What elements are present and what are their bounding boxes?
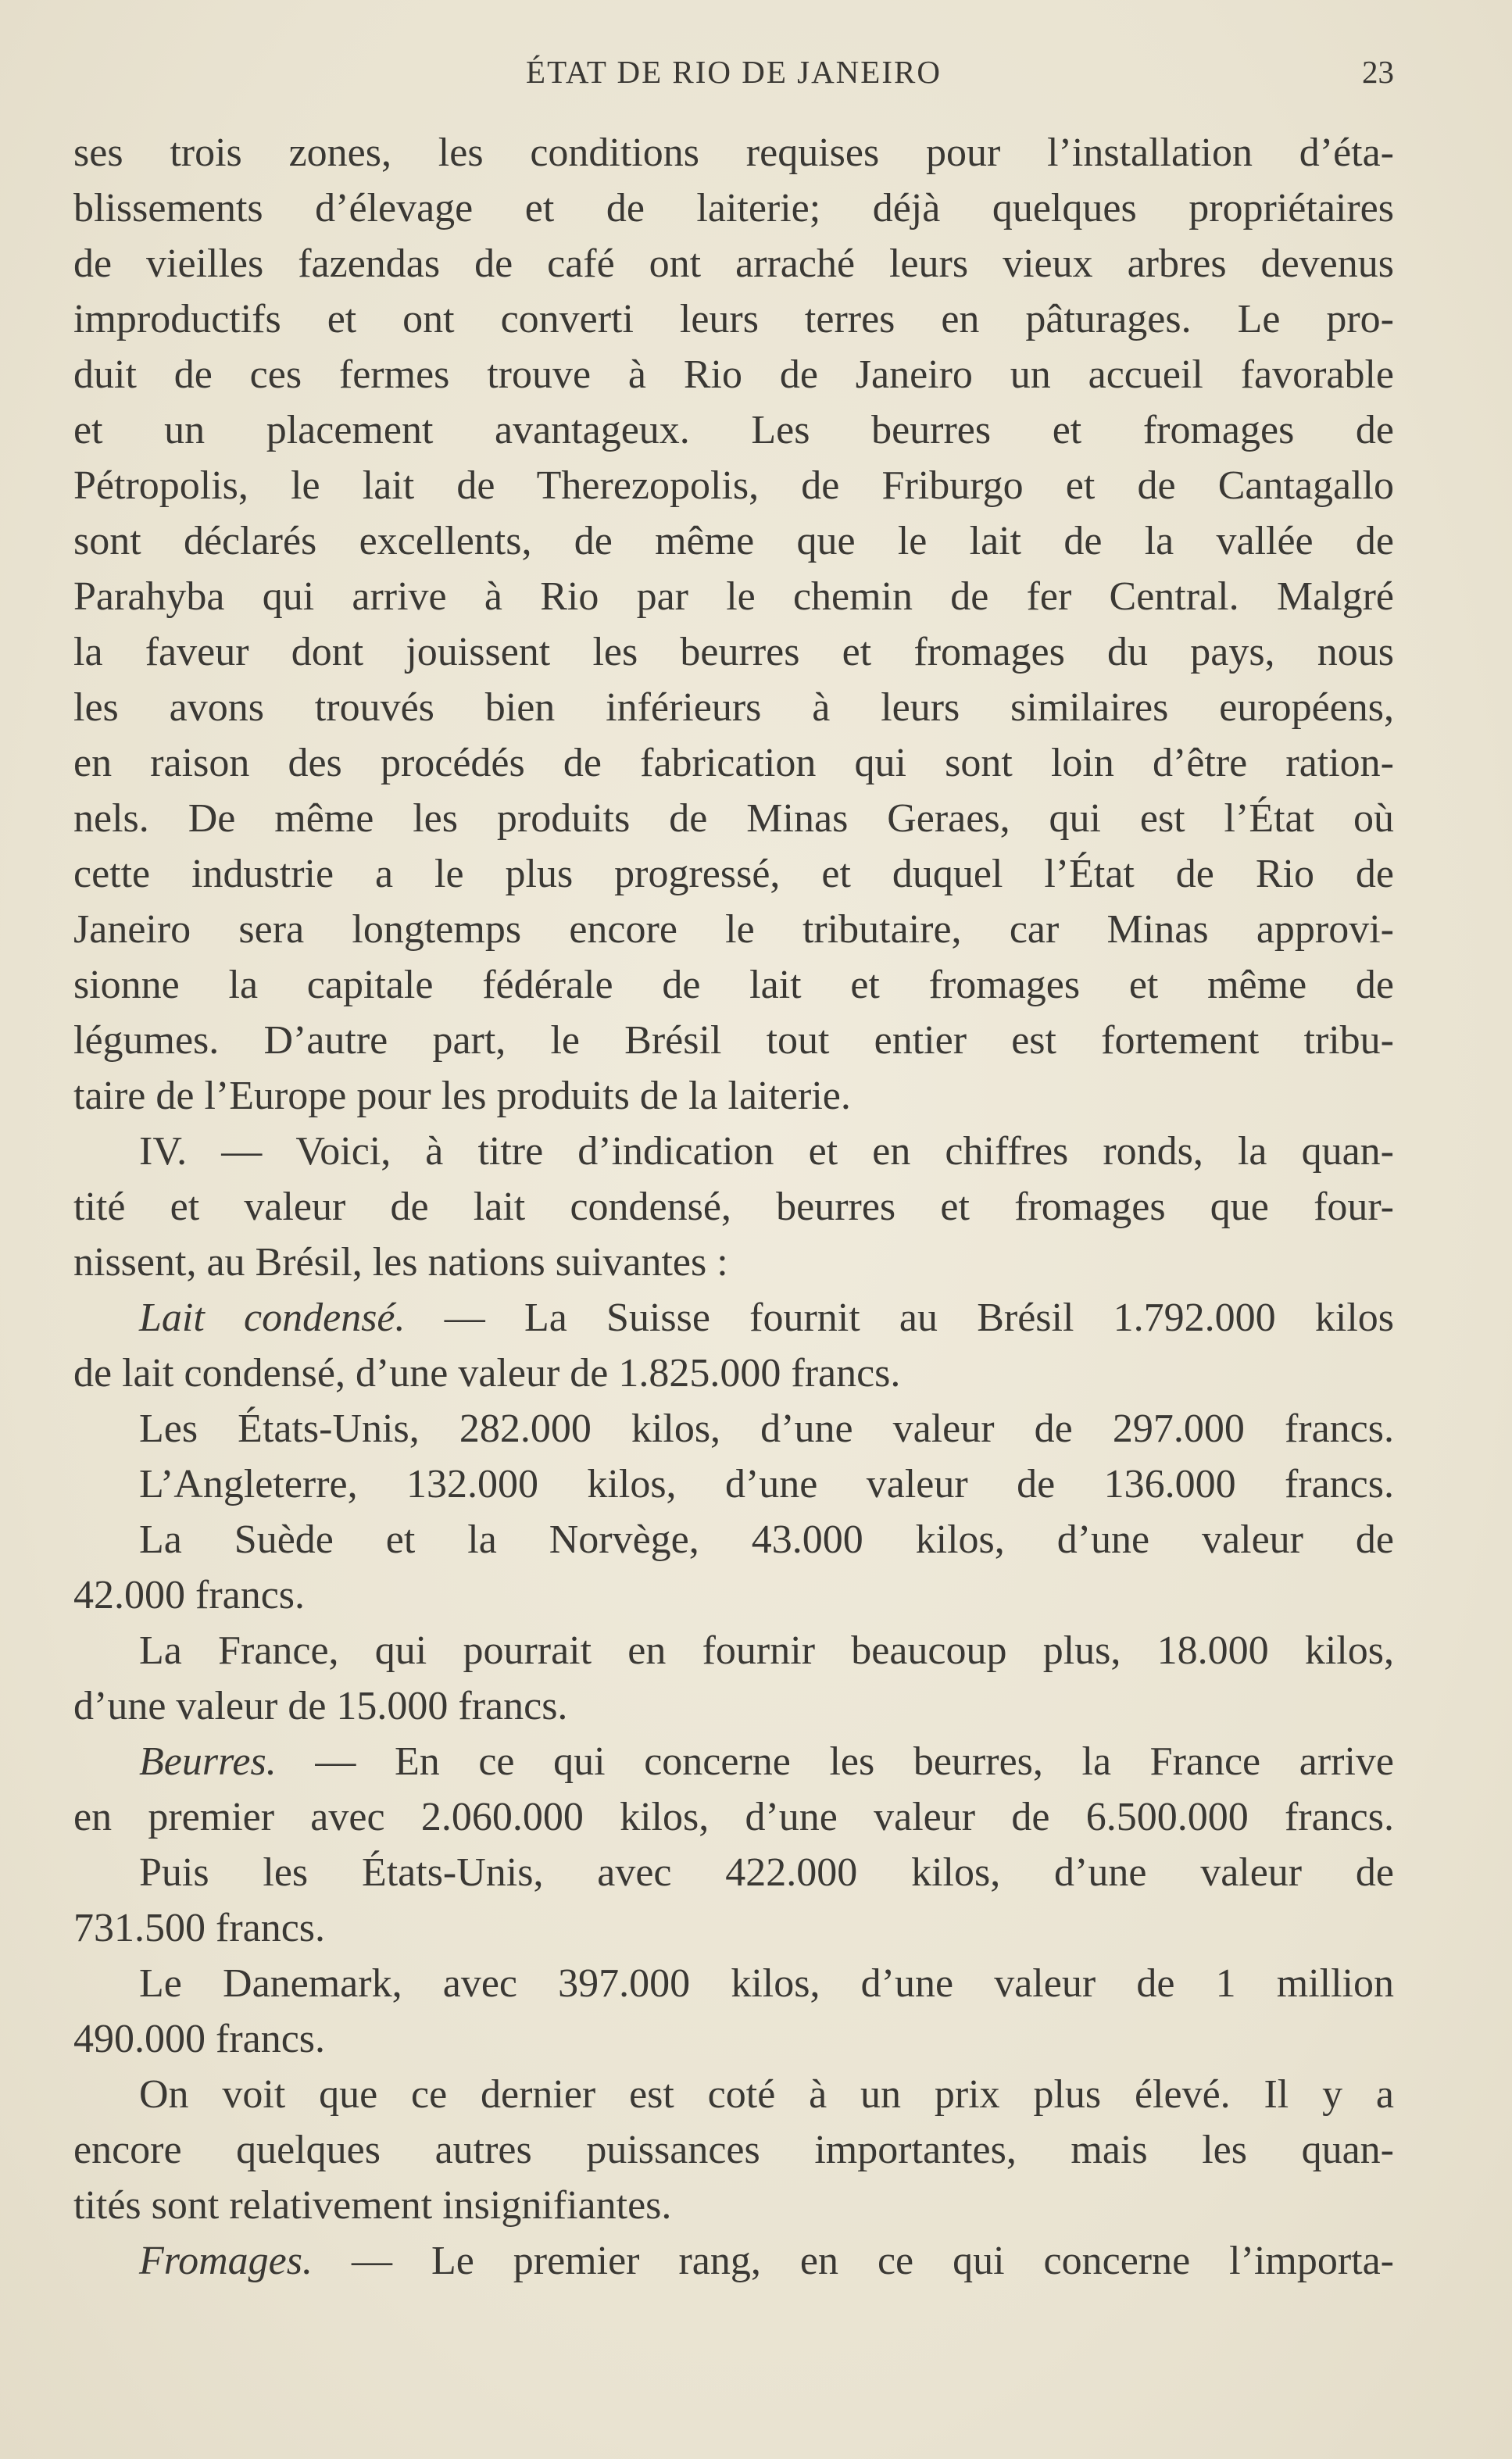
text-line: d’une valeur de 15.000 francs.: [73, 1684, 568, 1728]
text-fragment: — Le premier rang, en ce qui concerne l’importa-: [351, 2239, 1394, 2283]
text-line: Puis les États-Unis, avec 422.000 kilos, d’une valeur de: [139, 1850, 1394, 1895]
text-line: La France, qui pourrait en fournir beaucoup plus, 18.000 kilos,: [139, 1628, 1394, 1673]
text-fragment: — En ce qui concerne les beurres, la France arrive: [315, 1739, 1394, 1784]
text-line: nissent, au Brésil, les nations suivantes :: [73, 1240, 728, 1285]
text-line: improductifs et ont converti leurs terres en pâturages. Le pro-: [73, 297, 1394, 341]
italic-heading: Lait condensé.: [139, 1296, 406, 1340]
text-line: ses trois zones, les conditions requises pour l’installation d’éta-: [73, 130, 1394, 175]
text-line: en raison des procédés de fabrication qui sont loin d’être ration-: [73, 741, 1394, 785]
italic-heading: Fromages.: [139, 2239, 313, 2283]
body-text: [73, 125, 1394, 2289]
text-line: IV. — Voici, à titre d’indication et en chiffres ronds, la quan-: [139, 1129, 1394, 1174]
text-line: 42.000 francs.: [73, 1573, 306, 1617]
text-line: sionne la capitale fédérale de lait et fromages et même de: [73, 963, 1394, 1007]
text-line: tités sont relativement insignifiantes.: [73, 2183, 672, 2228]
text-line: taire de l’Europe pour les produits de la laiterie.: [73, 1074, 851, 1118]
text-line: Le Danemark, avec 397.000 kilos, d’une valeur de 1 million: [139, 1961, 1394, 2006]
text-line: sont déclarés excellents, de même que le lait de la vallée de: [73, 519, 1394, 563]
text-line: blissements d’élevage et de laiterie; déjà quelques propriétaires: [73, 186, 1394, 231]
text-line: On voit que ce dernier est coté à un prix plus élevé. Il y a: [139, 2072, 1394, 2117]
text-line: en premier avec 2.060.000 kilos, d’une valeur de 6.500.000 francs.: [73, 1795, 1394, 1839]
running-header: [73, 48, 1394, 95]
text-line: cette industrie a le plus progressé, et duquel l’État de Rio de: [73, 852, 1394, 896]
text-line: [73, 1734, 1394, 1789]
text-fragment: — La Suisse fournit au Brésil 1.792.000 kilos: [444, 1296, 1394, 1340]
text-line: L’Angleterre, 132.000 kilos, d’une valeur de 136.000 francs.: [139, 1462, 1394, 1506]
text-line: encore quelques autres puissances importantes, mais les quan-: [73, 2128, 1394, 2172]
text-line: la faveur dont jouissent les beurres et fromages du pays, nous: [73, 630, 1394, 674]
text-line: tité et valeur de lait condensé, beurres et fromages que four-: [73, 1185, 1394, 1229]
text-line: 490.000 francs.: [73, 2017, 326, 2061]
text-line: de lait condensé, d’une valeur de 1.825.000 francs.: [73, 1351, 901, 1396]
text-line: [73, 1290, 1394, 1346]
text-line: [73, 2233, 1394, 2289]
text-line: Parahyba qui arrive à Rio par le chemin de fer Central. Malgré: [73, 574, 1394, 619]
text-line: 731.500 francs.: [73, 1906, 326, 1950]
text-line: nels. De même les produits de Minas Geraes, qui est l’État où: [73, 796, 1394, 841]
text-line: Janeiro sera longtemps encore le tributaire, car Minas approvi-: [73, 907, 1394, 952]
text-line: La Suède et la Norvège, 43.000 kilos, d’une valeur de: [139, 1517, 1394, 1562]
text-line: et un placement avantageux. Les beurres et fromages de: [73, 408, 1394, 452]
italic-heading: Beurres.: [139, 1739, 277, 1784]
text-line: duit de ces fermes trouve à Rio de Janeiro un accueil favorable: [73, 352, 1394, 397]
text-line: les avons trouvés bien inférieurs à leurs similaires européens,: [73, 685, 1394, 730]
page-title: ÉTAT DE RIO DE JANEIRO: [526, 54, 942, 90]
text-line: de vieilles fazendas de café ont arraché leurs vieux arbres devenus: [73, 241, 1394, 286]
page-number: 23: [1362, 54, 1394, 90]
text-line: légumes. D’autre part, le Brésil tout entier est fortement tribu-: [73, 1018, 1394, 1063]
text-line: Pétropolis, le lait de Therezopolis, de Friburgo et de Cantagallo: [73, 463, 1394, 508]
text-line: Les États-Unis, 282.000 kilos, d’une valeur de 297.000 francs.: [139, 1406, 1394, 1451]
